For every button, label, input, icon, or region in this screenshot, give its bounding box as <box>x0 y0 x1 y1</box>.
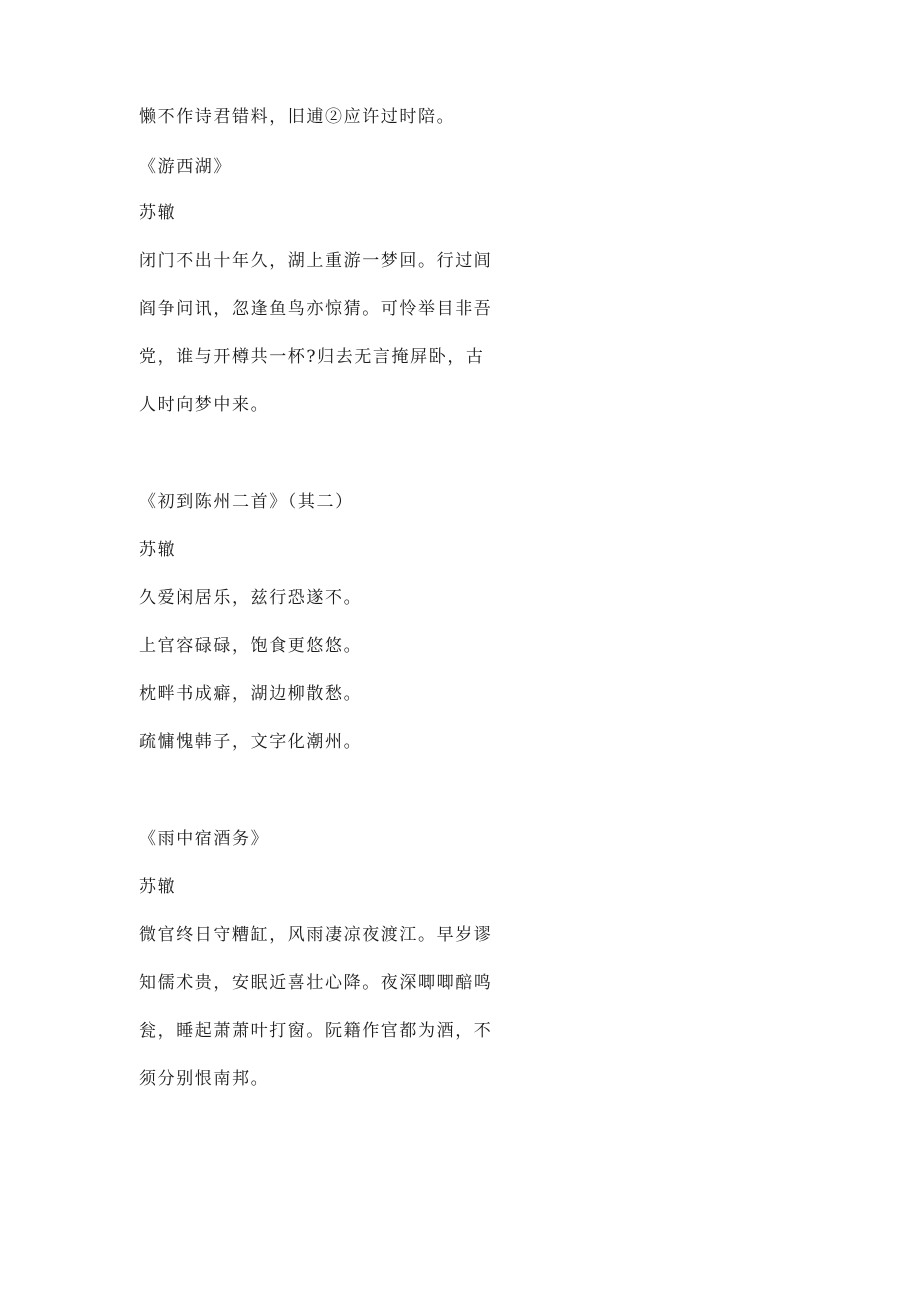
poem-author: 苏辙 <box>139 203 177 223</box>
poem-line: 须分别恨南邦。 <box>139 1069 270 1089</box>
poem-line: 阎争问讯，忽逢鱼鸟亦惊猜。可怜举目非吾 <box>139 299 493 319</box>
poem-line: 疏慵愧韩子，文字化潮州。 <box>139 732 363 752</box>
poem-author: 苏辙 <box>139 540 177 560</box>
poem-line: 知儒术贵，安眠近喜壮心降。夜深唧唧醅鸣 <box>139 973 493 993</box>
intro-line: 懒不作诗君错料，旧逋②应许过时陪。 <box>139 107 456 127</box>
poem-line: 瓮，睡起萧萧叶打窗。阮籍作官都为酒，不 <box>139 1021 493 1041</box>
poem-line: 微官终日守糟缸，风雨凄凉夜渡江。早岁谬 <box>139 925 493 945</box>
poem-title: 《游西湖》 <box>139 157 232 177</box>
poem-title: 《雨中宿酒务》 <box>139 829 270 849</box>
poem-line: 人时向梦中来。 <box>139 395 270 415</box>
poem-line: 闭门不出十年久，湖上重游一梦回。行过闾 <box>139 251 493 271</box>
poem-line: 久爱闲居乐，兹行恐遂不。 <box>139 588 363 608</box>
poem-line: 党，谁与开樽共一杯?归去无言掩屏卧，古 <box>139 347 485 367</box>
poem-line: 枕畔书成癖，湖边柳散愁。 <box>139 684 363 704</box>
poem-line: 上官容碌碌，饱食更悠悠。 <box>139 636 363 656</box>
poem-author: 苏辙 <box>139 877 177 897</box>
poem-title: 《初到陈州二首》（其二） <box>139 492 354 512</box>
